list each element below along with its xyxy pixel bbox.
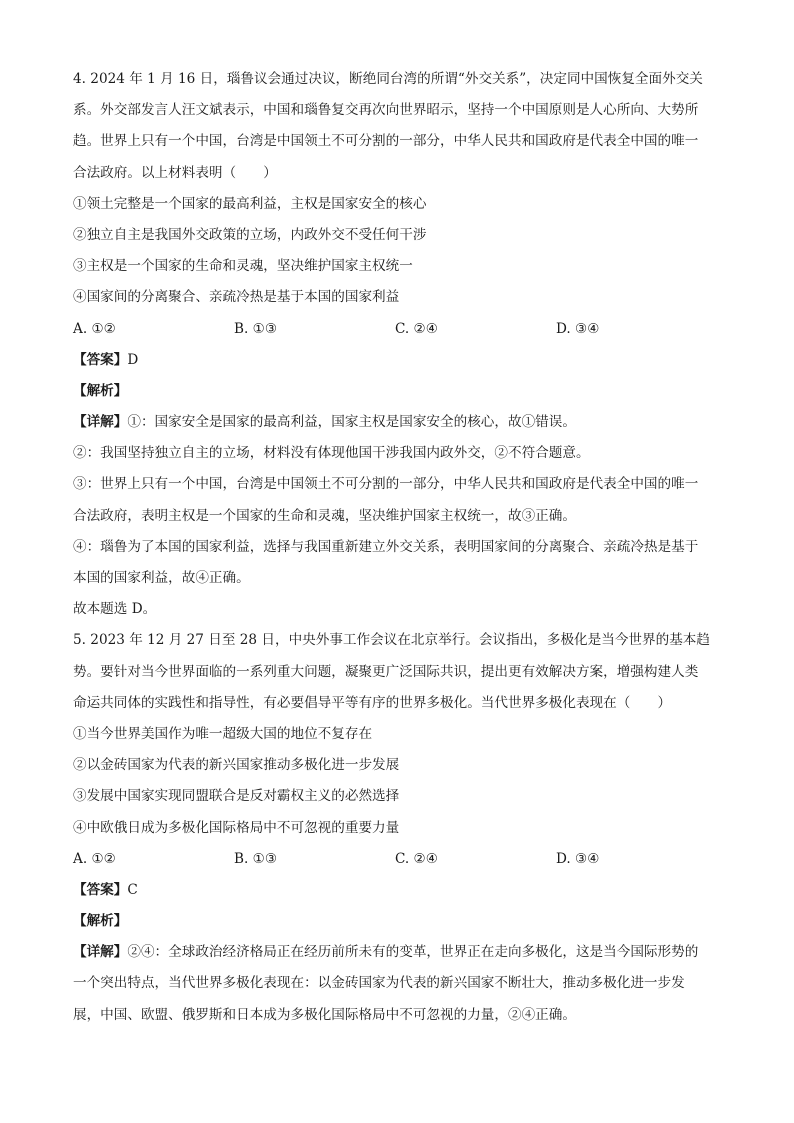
analysis-label: 【解析】 [73, 382, 128, 399]
answer-label: 【答案】 [73, 881, 128, 898]
answer-value: D [127, 351, 139, 368]
detail-line: 合法政府，表明主权是一个国家的生命和灵魂，坚决维护国家主权统一，故③正确。 [73, 507, 576, 524]
analysis-heading [73, 906, 722, 937]
answer-line [73, 345, 722, 376]
analysis-heading [73, 376, 722, 407]
answer-label: 【答案】 [73, 351, 128, 368]
option-c: C. ②④ [395, 850, 438, 867]
question-stem-line: 势。要针对当今世界面临的一系列重大问题，凝聚更广泛国际共识，提出更有效解决方案，增强构建人类 [73, 663, 699, 680]
statement-1: ①领土完整是一个国家的最高利益，主权是国家安全的核心 [73, 195, 427, 212]
detail-label: 【详解】 [73, 414, 128, 431]
detail-text: ①：国家安全是国家的最高利益，国家主权是国家安全的核心，故①错误。 [127, 414, 576, 431]
statement-2: ②独立自主是我国外交政策的立场，内政外交不受任何干涉 [73, 226, 427, 243]
question-stem-line: 系。外交部发言人汪文斌表示，中国和瑙鲁复交再次向世界昭示，坚持一个中国原则是人心所向、大势所 [73, 102, 699, 119]
question-stem-line: 合法政府。以上材料表明（ ） [73, 164, 277, 181]
answer-options [73, 844, 722, 875]
answer-options [73, 314, 722, 345]
option-d: D. ③④ [556, 320, 600, 337]
answer-value: C [127, 881, 138, 898]
statement-1: ①当今世界美国作为唯一超级大国的地位不复存在 [73, 725, 373, 742]
answer-line [73, 875, 722, 906]
option-b: B. ①③ [234, 320, 278, 337]
conclusion-line: 故本题选 D。 [73, 601, 157, 618]
statement-3: ③主权是一个国家的生命和灵魂，坚决维护国家主权统一 [73, 258, 413, 275]
statement-4: ④国家间的分离聚合、亲疏冷热是基于本国的国家利益 [73, 289, 400, 306]
detail-line [73, 407, 722, 438]
question-stem-line: 命运共同体的实践性和指导性，有必要倡导平等有序的世界多极化。当代世界多极化表现在（ ） [73, 694, 672, 711]
question-stem-line: 4. 2024 年 1 月 16 日，瑙鲁议会通过决议，断绝同台湾的所谓“外交关系”，决定同中国恢复全面外交关 [73, 71, 703, 87]
question-5 [73, 625, 722, 1030]
question-4 [73, 64, 722, 625]
statement-4: ④中欧俄日成为多极化国际格局中不可忽视的重要力量 [73, 819, 400, 836]
statement-2: ②以金砖国家为代表的新兴国家推动多极化进一步发展 [73, 757, 400, 774]
detail-line [73, 937, 722, 968]
question-stem-line: 趋。世界上只有一个中国，台湾是中国领土不可分割的一部分，中华人民共和国政府是代表全中国的唯一 [73, 133, 699, 150]
statement-3: ③发展中国家实现同盟联合是反对霸权主义的必然选择 [73, 788, 400, 805]
option-b: B. ①③ [234, 850, 278, 867]
analysis-label: 【解析】 [73, 913, 128, 930]
option-a: A. ①② [73, 320, 116, 337]
detail-label: 【详解】 [73, 944, 128, 961]
question-stem-line: 5. 2023 年 12 月 27 日至 28 日，中央外事工作会议在北京举行。会议指出，多极化是当今世界的基本趋 [73, 632, 710, 649]
detail-line: ④：瑙鲁为了本国的国家利益，选择与我国重新建立外交关系，表明国家间的分离聚合、亲疏冷热是基于 [73, 538, 699, 555]
detail-line: 展，中国、欧盟、俄罗斯和日本成为多极化国际格局中不可忽视的力量，②④正确。 [73, 1006, 576, 1023]
option-d: D. ③④ [556, 850, 600, 867]
detail-line: ③：世界上只有一个中国，台湾是中国领土不可分割的一部分，中华人民共和国政府是代表全中国的唯一 [73, 476, 699, 493]
option-a: A. ①② [73, 850, 116, 867]
detail-line: 本国的国家利益，故④正确。 [73, 570, 250, 586]
option-c: C. ②④ [395, 320, 438, 337]
detail-line: 一个突出特点，当代世界多极化表现在：以金砖国家为代表的新兴国家不断壮大，推动多极化进一步发 [73, 975, 685, 992]
detail-text: ②④：全球政治经济格局正在经历前所未有的变革，世界正在走向多极化，这是当今国际形势的 [127, 944, 699, 961]
detail-line: ②：我国坚持独立自主的立场，材料没有体现他国干涉我国内政外交，②不符合题意。 [73, 445, 590, 462]
